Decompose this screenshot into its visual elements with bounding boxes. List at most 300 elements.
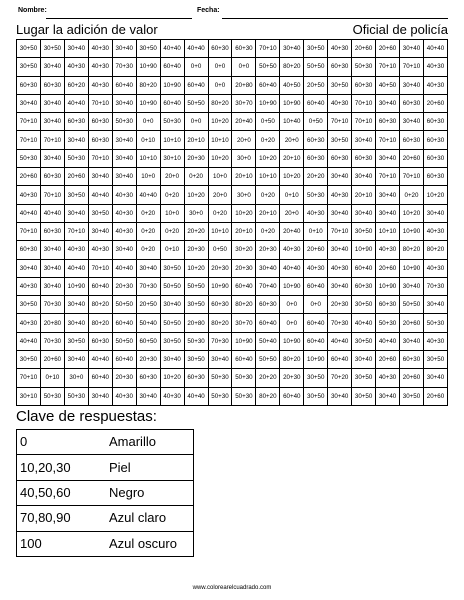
grid-cell[interactable]: 10+20 (208, 113, 232, 131)
grid-cell[interactable]: 10+10 (256, 168, 280, 186)
grid-cell[interactable]: 0+50 (304, 113, 328, 131)
grid-cell[interactable]: 60+30 (304, 149, 328, 167)
grid-cell[interactable]: 0+20 (400, 186, 424, 204)
grid-cell[interactable]: 50+30 (160, 113, 184, 131)
grid-cell[interactable]: 70+10 (17, 113, 41, 131)
grid-cell[interactable]: 30+50 (328, 131, 352, 149)
grid-cell[interactable]: 20+0 (160, 168, 184, 186)
grid-cell[interactable]: 30+50 (400, 387, 424, 405)
grid-cell[interactable]: 40+40 (352, 314, 376, 332)
grid-cell[interactable]: 0+20 (160, 222, 184, 240)
grid-cell[interactable]: 0+20 (256, 222, 280, 240)
grid-cell[interactable]: 30+40 (352, 204, 376, 222)
grid-cell[interactable]: 70+10 (17, 369, 41, 387)
grid-cell[interactable]: 20+10 (280, 149, 304, 167)
grid-cell[interactable]: 10+0 (160, 204, 184, 222)
grid-cell[interactable]: 40+40 (17, 332, 41, 350)
grid-cell[interactable]: 60+40 (88, 369, 112, 387)
grid-cell[interactable]: 30+40 (64, 204, 88, 222)
grid-cell[interactable]: 20+30 (184, 149, 208, 167)
grid-cell[interactable]: 50+50 (184, 277, 208, 295)
grid-cell[interactable]: 30+40 (136, 387, 160, 405)
grid-cell[interactable]: 70+10 (400, 58, 424, 76)
grid-cell[interactable]: 40+30 (376, 241, 400, 259)
grid-cell[interactable]: 80+20 (423, 241, 447, 259)
grid-cell[interactable]: 0+0 (280, 314, 304, 332)
grid-cell[interactable]: 50+50 (304, 58, 328, 76)
grid-cell[interactable]: 80+20 (208, 94, 232, 112)
grid-cell[interactable]: 30+40 (400, 76, 424, 94)
grid-cell[interactable]: 20+30 (112, 277, 136, 295)
grid-cell[interactable]: 20+80 (40, 314, 64, 332)
grid-cell[interactable]: 70+10 (88, 149, 112, 167)
grid-cell[interactable]: 60+30 (208, 296, 232, 314)
grid-cell[interactable]: 0+50 (208, 241, 232, 259)
grid-cell[interactable]: 60+30 (328, 58, 352, 76)
grid-cell[interactable]: 30+40 (423, 296, 447, 314)
grid-cell[interactable]: 60+30 (88, 131, 112, 149)
grid-cell[interactable]: 20+30 (136, 351, 160, 369)
grid-cell[interactable]: 0+20 (160, 186, 184, 204)
grid-cell[interactable]: 30+50 (328, 76, 352, 94)
grid-cell[interactable]: 10+20 (208, 149, 232, 167)
grid-cell[interactable]: 60+40 (160, 58, 184, 76)
grid-cell[interactable]: 60+30 (423, 113, 447, 131)
grid-cell[interactable]: 40+30 (376, 369, 400, 387)
grid-cell[interactable]: 40+30 (88, 241, 112, 259)
grid-cell[interactable]: 40+30 (304, 204, 328, 222)
grid-cell[interactable]: 30+40 (88, 222, 112, 240)
grid-cell[interactable]: 40+40 (184, 387, 208, 405)
grid-cell[interactable]: 30+50 (64, 332, 88, 350)
grid-cell[interactable]: 0+20 (184, 168, 208, 186)
grid-cell[interactable]: 50+40 (256, 332, 280, 350)
grid-cell[interactable]: 50+30 (64, 387, 88, 405)
grid-cell[interactable]: 50+50 (112, 296, 136, 314)
grid-cell[interactable]: 40+30 (423, 58, 447, 76)
grid-cell[interactable]: 70+10 (376, 58, 400, 76)
grid-cell[interactable]: 50+30 (112, 113, 136, 131)
grid-cell[interactable]: 60+40 (304, 332, 328, 350)
grid-cell[interactable]: 10+10 (208, 131, 232, 149)
grid-cell[interactable]: 30+70 (232, 94, 256, 112)
grid-cell[interactable]: 20+10 (256, 204, 280, 222)
grid-cell[interactable]: 20+0 (232, 131, 256, 149)
grid-cell[interactable]: 40+30 (88, 76, 112, 94)
grid-cell[interactable]: 60+30 (423, 168, 447, 186)
grid-cell[interactable]: 40+30 (328, 186, 352, 204)
grid-cell[interactable]: 50+30 (40, 387, 64, 405)
grid-cell[interactable]: 10+20 (160, 369, 184, 387)
grid-cell[interactable]: 40+40 (280, 259, 304, 277)
grid-cell[interactable]: 20+40 (280, 222, 304, 240)
grid-cell[interactable]: 50+50 (184, 94, 208, 112)
grid-cell[interactable]: 30+40 (400, 113, 424, 131)
grid-cell[interactable]: 30+40 (280, 40, 304, 58)
grid-cell[interactable]: 30+40 (423, 369, 447, 387)
grid-cell[interactable]: 50+30 (352, 58, 376, 76)
grid-cell[interactable]: 40+30 (64, 241, 88, 259)
grid-cell[interactable]: 20+10 (352, 186, 376, 204)
grid-cell[interactable]: 50+30 (232, 387, 256, 405)
grid-cell[interactable]: 40+30 (160, 387, 184, 405)
grid-cell[interactable]: 10+10 (208, 222, 232, 240)
grid-cell[interactable]: 20+0 (280, 131, 304, 149)
grid-cell[interactable]: 40+40 (64, 94, 88, 112)
grid-cell[interactable]: 30+40 (64, 40, 88, 58)
grid-cell[interactable]: 10+20 (232, 204, 256, 222)
grid-cell[interactable]: 80+20 (400, 241, 424, 259)
grid-cell[interactable]: 10+90 (160, 76, 184, 94)
grid-cell[interactable]: 0+20 (136, 241, 160, 259)
grid-cell[interactable]: 30+50 (40, 40, 64, 58)
grid-cell[interactable]: 50+40 (136, 314, 160, 332)
grid-cell[interactable]: 10+20 (184, 259, 208, 277)
grid-cell[interactable]: 60+40 (112, 314, 136, 332)
grid-cell[interactable]: 50+30 (376, 314, 400, 332)
grid-cell[interactable]: 0+20 (136, 204, 160, 222)
grid-cell[interactable]: 20+10 (232, 222, 256, 240)
grid-cell[interactable]: 40+40 (376, 332, 400, 350)
grid-cell[interactable]: 10+90 (304, 351, 328, 369)
grid-cell[interactable]: 30+40 (400, 332, 424, 350)
grid-cell[interactable]: 80+20 (136, 76, 160, 94)
grid-cell[interactable]: 0+20 (136, 222, 160, 240)
grid-cell[interactable]: 10+0 (136, 168, 160, 186)
grid-cell[interactable]: 70+10 (328, 113, 352, 131)
grid-cell[interactable]: 30+0 (232, 149, 256, 167)
grid-cell[interactable]: 30+50 (352, 222, 376, 240)
grid-cell[interactable]: 10+90 (136, 94, 160, 112)
grid-cell[interactable]: 40+30 (88, 40, 112, 58)
grid-cell[interactable]: 0+0 (304, 296, 328, 314)
grid-cell[interactable]: 30+40 (376, 186, 400, 204)
grid-cell[interactable]: 0+10 (40, 369, 64, 387)
grid-cell[interactable]: 30+50 (17, 40, 41, 58)
grid-cell[interactable]: 10+40 (280, 113, 304, 131)
grid-cell[interactable]: 30+50 (352, 369, 376, 387)
grid-cell[interactable]: 70+30 (423, 277, 447, 295)
grid-cell[interactable]: 20+60 (376, 351, 400, 369)
grid-cell[interactable]: 60+40 (232, 277, 256, 295)
grid-cell[interactable]: 30+40 (400, 40, 424, 58)
grid-cell[interactable]: 30+40 (352, 351, 376, 369)
grid-cell[interactable]: 70+30 (112, 58, 136, 76)
grid-cell[interactable]: 70+10 (328, 222, 352, 240)
grid-cell[interactable]: 30+40 (64, 351, 88, 369)
grid-cell[interactable]: 60+30 (136, 369, 160, 387)
grid-cell[interactable]: 50+50 (256, 351, 280, 369)
grid-cell[interactable]: 30+40 (112, 168, 136, 186)
grid-cell[interactable]: 60+30 (40, 222, 64, 240)
grid-cell[interactable]: 0+0 (184, 113, 208, 131)
grid-cell[interactable]: 30+40 (112, 94, 136, 112)
grid-cell[interactable]: 0+10 (160, 241, 184, 259)
grid-cell[interactable]: 30+40 (40, 113, 64, 131)
grid-cell[interactable]: 30+40 (40, 58, 64, 76)
grid-cell[interactable]: 30+50 (88, 204, 112, 222)
grid-cell[interactable]: 70+10 (400, 168, 424, 186)
grid-cell[interactable]: 30+40 (40, 277, 64, 295)
grid-cell[interactable]: 60+30 (88, 113, 112, 131)
grid-cell[interactable]: 20+50 (304, 76, 328, 94)
grid-cell[interactable]: 50+30 (232, 369, 256, 387)
grid-cell[interactable]: 50+30 (184, 332, 208, 350)
grid-cell[interactable]: 40+30 (304, 259, 328, 277)
grid-cell[interactable]: 30+40 (112, 131, 136, 149)
grid-cell[interactable]: 60+20 (64, 76, 88, 94)
grid-cell[interactable]: 0+0 (280, 296, 304, 314)
grid-cell[interactable]: 40+30 (17, 186, 41, 204)
grid-cell[interactable]: 30+40 (40, 149, 64, 167)
grid-cell[interactable]: 20+30 (256, 241, 280, 259)
grid-cell[interactable]: 50+30 (208, 369, 232, 387)
grid-cell[interactable]: 10+90 (208, 277, 232, 295)
grid-cell[interactable]: 70+10 (40, 131, 64, 149)
grid-cell[interactable]: 60+30 (232, 40, 256, 58)
grid-cell[interactable]: 40+40 (64, 259, 88, 277)
grid-cell[interactable]: 30+50 (136, 40, 160, 58)
grid-cell[interactable]: 30+40 (40, 259, 64, 277)
grid-cell[interactable]: 80+20 (208, 314, 232, 332)
grid-cell[interactable]: 60+40 (88, 277, 112, 295)
grid-cell[interactable]: 10+20 (423, 186, 447, 204)
grid-cell[interactable]: 60+40 (256, 314, 280, 332)
grid-cell[interactable]: 0+10 (136, 131, 160, 149)
grid-cell[interactable]: 80+20 (88, 314, 112, 332)
grid-cell[interactable]: 30+50 (352, 387, 376, 405)
grid-cell[interactable]: 20+30 (280, 369, 304, 387)
grid-cell[interactable]: 30+50 (160, 332, 184, 350)
grid-cell[interactable]: 10+90 (280, 94, 304, 112)
grid-cell[interactable]: 60+30 (17, 76, 41, 94)
grid-cell[interactable]: 60+30 (17, 241, 41, 259)
grid-cell[interactable]: 50+50 (400, 296, 424, 314)
grid-cell[interactable]: 20+60 (400, 369, 424, 387)
grid-cell[interactable]: 10+90 (232, 332, 256, 350)
grid-cell[interactable]: 20+80 (184, 314, 208, 332)
grid-cell[interactable]: 10+20 (280, 168, 304, 186)
grid-cell[interactable]: 10+90 (400, 259, 424, 277)
grid-cell[interactable]: 70+10 (352, 113, 376, 131)
grid-cell[interactable]: 20+20 (184, 222, 208, 240)
grid-cell[interactable]: 30+0 (232, 186, 256, 204)
grid-cell[interactable]: 30+10 (160, 149, 184, 167)
grid-cell[interactable]: 0+20 (208, 204, 232, 222)
grid-cell[interactable]: 30+40 (40, 241, 64, 259)
grid-cell[interactable]: 30+50 (184, 296, 208, 314)
grid-cell[interactable]: 20+0 (208, 186, 232, 204)
grid-cell[interactable]: 20+60 (304, 241, 328, 259)
grid-cell[interactable]: 70+10 (352, 94, 376, 112)
grid-cell[interactable]: 10+20 (184, 186, 208, 204)
grid-cell[interactable]: 60+30 (400, 351, 424, 369)
grid-cell[interactable]: 30+40 (328, 277, 352, 295)
grid-cell[interactable]: 10+90 (280, 277, 304, 295)
grid-cell[interactable]: 70+40 (256, 277, 280, 295)
grid-cell[interactable]: 40+30 (423, 222, 447, 240)
grid-cell[interactable]: 40+30 (423, 76, 447, 94)
grid-cell[interactable]: 40+40 (40, 204, 64, 222)
grid-cell[interactable]: 60+30 (64, 113, 88, 131)
grid-cell[interactable]: 30+40 (160, 296, 184, 314)
grid-cell[interactable]: 30+40 (136, 259, 160, 277)
grid-cell[interactable]: 30+50 (17, 58, 41, 76)
grid-cell[interactable]: 0+10 (280, 186, 304, 204)
grid-cell[interactable]: 30+70 (232, 314, 256, 332)
grid-cell[interactable]: 50+30 (64, 149, 88, 167)
grid-cell[interactable]: 10+90 (256, 94, 280, 112)
grid-cell[interactable]: 60+30 (352, 149, 376, 167)
grid-cell[interactable]: 80+20 (256, 387, 280, 405)
grid-cell[interactable]: 30+40 (208, 351, 232, 369)
grid-cell[interactable]: 20+60 (400, 314, 424, 332)
grid-cell[interactable]: 0+0 (232, 58, 256, 76)
grid-cell[interactable]: 60+40 (184, 76, 208, 94)
grid-cell[interactable]: 30+40 (400, 277, 424, 295)
grid-cell[interactable]: 20+30 (232, 259, 256, 277)
grid-cell[interactable]: 70+10 (17, 131, 41, 149)
grid-cell[interactable]: 10+10 (160, 131, 184, 149)
grid-cell[interactable]: 70+20 (328, 369, 352, 387)
grid-cell[interactable]: 30+50 (352, 296, 376, 314)
grid-cell[interactable]: 10+10 (136, 149, 160, 167)
grid-cell[interactable]: 10+90 (64, 277, 88, 295)
grid-cell[interactable]: 60+30 (304, 131, 328, 149)
grid-cell[interactable]: 60+30 (184, 369, 208, 387)
grid-cell[interactable]: 50+50 (112, 332, 136, 350)
grid-cell[interactable]: 60+30 (423, 131, 447, 149)
grid-cell[interactable]: 30+40 (160, 351, 184, 369)
grid-cell[interactable]: 40+30 (328, 94, 352, 112)
grid-cell[interactable]: 20+30 (112, 369, 136, 387)
grid-cell[interactable]: 30+50 (64, 186, 88, 204)
grid-cell[interactable]: 20+60 (17, 168, 41, 186)
grid-cell[interactable]: 60+40 (280, 387, 304, 405)
grid-cell[interactable]: 30+40 (88, 387, 112, 405)
grid-cell[interactable]: 30+40 (352, 131, 376, 149)
grid-cell[interactable]: 40+30 (64, 58, 88, 76)
grid-cell[interactable]: 20+20 (256, 369, 280, 387)
grid-cell[interactable]: 0+0 (184, 58, 208, 76)
grid-cell[interactable]: 60+40 (328, 351, 352, 369)
grid-cell[interactable]: 50+50 (160, 277, 184, 295)
grid-cell[interactable]: 0+0 (208, 58, 232, 76)
grid-cell[interactable]: 60+40 (304, 277, 328, 295)
grid-cell[interactable]: 60+40 (304, 94, 328, 112)
grid-cell[interactable]: 30+50 (304, 40, 328, 58)
grid-cell[interactable]: 40+40 (328, 332, 352, 350)
grid-cell[interactable]: 60+30 (352, 277, 376, 295)
grid-cell[interactable]: 60+30 (256, 296, 280, 314)
grid-cell[interactable]: 60+50 (136, 332, 160, 350)
grid-cell[interactable]: 0+0 (136, 113, 160, 131)
grid-cell[interactable]: 40+40 (136, 186, 160, 204)
grid-cell[interactable]: 70+10 (40, 186, 64, 204)
grid-cell[interactable]: 70+30 (208, 332, 232, 350)
grid-cell[interactable]: 60+40 (352, 259, 376, 277)
grid-cell[interactable]: 60+30 (400, 131, 424, 149)
grid-cell[interactable]: 30+40 (328, 241, 352, 259)
grid-cell[interactable]: 60+30 (208, 40, 232, 58)
grid-cell[interactable]: 10+10 (376, 222, 400, 240)
grid-cell[interactable]: 30+0 (64, 369, 88, 387)
grid-cell[interactable]: 60+40 (112, 76, 136, 94)
grid-cell[interactable]: 10+90 (376, 277, 400, 295)
grid-cell[interactable]: 10+20 (400, 204, 424, 222)
grid-cell[interactable]: 70+10 (64, 222, 88, 240)
grid-cell[interactable]: 30+50 (160, 259, 184, 277)
grid-cell[interactable]: 20+60 (40, 351, 64, 369)
grid-cell[interactable]: 30+40 (112, 241, 136, 259)
grid-cell[interactable]: 30+20 (232, 241, 256, 259)
grid-cell[interactable]: 30+40 (64, 314, 88, 332)
grid-cell[interactable]: 30+40 (376, 149, 400, 167)
grid-cell[interactable]: 60+30 (400, 94, 424, 112)
grid-cell[interactable]: 30+40 (40, 94, 64, 112)
grid-cell[interactable]: 20+10 (184, 131, 208, 149)
grid-cell[interactable]: 30+40 (64, 131, 88, 149)
grid-cell[interactable]: 40+30 (423, 332, 447, 350)
grid-cell[interactable]: 70+10 (376, 131, 400, 149)
grid-cell[interactable]: 60+40 (256, 76, 280, 94)
grid-cell[interactable]: 10+90 (400, 222, 424, 240)
grid-cell[interactable]: 30+50 (352, 332, 376, 350)
grid-cell[interactable]: 20+60 (423, 387, 447, 405)
grid-cell[interactable]: 70+10 (88, 259, 112, 277)
grid-cell[interactable]: 60+30 (376, 296, 400, 314)
grid-cell[interactable]: 0+0 (208, 76, 232, 94)
grid-cell[interactable]: 70+10 (17, 222, 41, 240)
grid-cell[interactable]: 50+30 (17, 149, 41, 167)
grid-cell[interactable]: 60+30 (88, 332, 112, 350)
grid-cell[interactable]: 70+30 (40, 332, 64, 350)
grid-cell[interactable]: 40+40 (17, 204, 41, 222)
grid-cell[interactable]: 40+30 (112, 204, 136, 222)
grid-cell[interactable]: 40+30 (88, 58, 112, 76)
grid-cell[interactable]: 40+50 (376, 76, 400, 94)
grid-cell[interactable]: 30+40 (64, 296, 88, 314)
grid-cell[interactable]: 30+40 (17, 259, 41, 277)
grid-cell[interactable]: 10+90 (136, 58, 160, 76)
grid-cell[interactable]: 30+40 (376, 387, 400, 405)
grid-cell[interactable]: 30+50 (423, 351, 447, 369)
grid-cell[interactable]: 30+40 (112, 40, 136, 58)
grid-cell[interactable]: 30+50 (304, 387, 328, 405)
grid-cell[interactable]: 40+30 (280, 241, 304, 259)
grid-cell[interactable]: 60+30 (40, 76, 64, 94)
grid-cell[interactable]: 40+30 (328, 259, 352, 277)
grid-cell[interactable]: 30+40 (328, 387, 352, 405)
grid-cell[interactable]: 10+0 (208, 168, 232, 186)
grid-cell[interactable]: 60+40 (160, 94, 184, 112)
grid-cell[interactable]: 70+10 (88, 94, 112, 112)
grid-cell[interactable]: 40+50 (280, 76, 304, 94)
grid-cell[interactable]: 70+30 (136, 277, 160, 295)
grid-cell[interactable]: 30+40 (328, 204, 352, 222)
grid-cell[interactable]: 30+50 (304, 369, 328, 387)
grid-cell[interactable]: 20+30 (184, 241, 208, 259)
grid-cell[interactable]: 20+40 (232, 113, 256, 131)
grid-cell[interactable]: 40+40 (423, 40, 447, 58)
grid-cell[interactable]: 70+10 (256, 40, 280, 58)
grid-cell[interactable]: 0+20 (256, 186, 280, 204)
grid-cell[interactable]: 0+50 (256, 113, 280, 131)
grid-cell[interactable]: 60+40 (112, 351, 136, 369)
grid-cell[interactable]: 30+40 (17, 94, 41, 112)
grid-cell[interactable]: 30+10 (17, 387, 41, 405)
grid-cell[interactable]: 20+80 (232, 76, 256, 94)
